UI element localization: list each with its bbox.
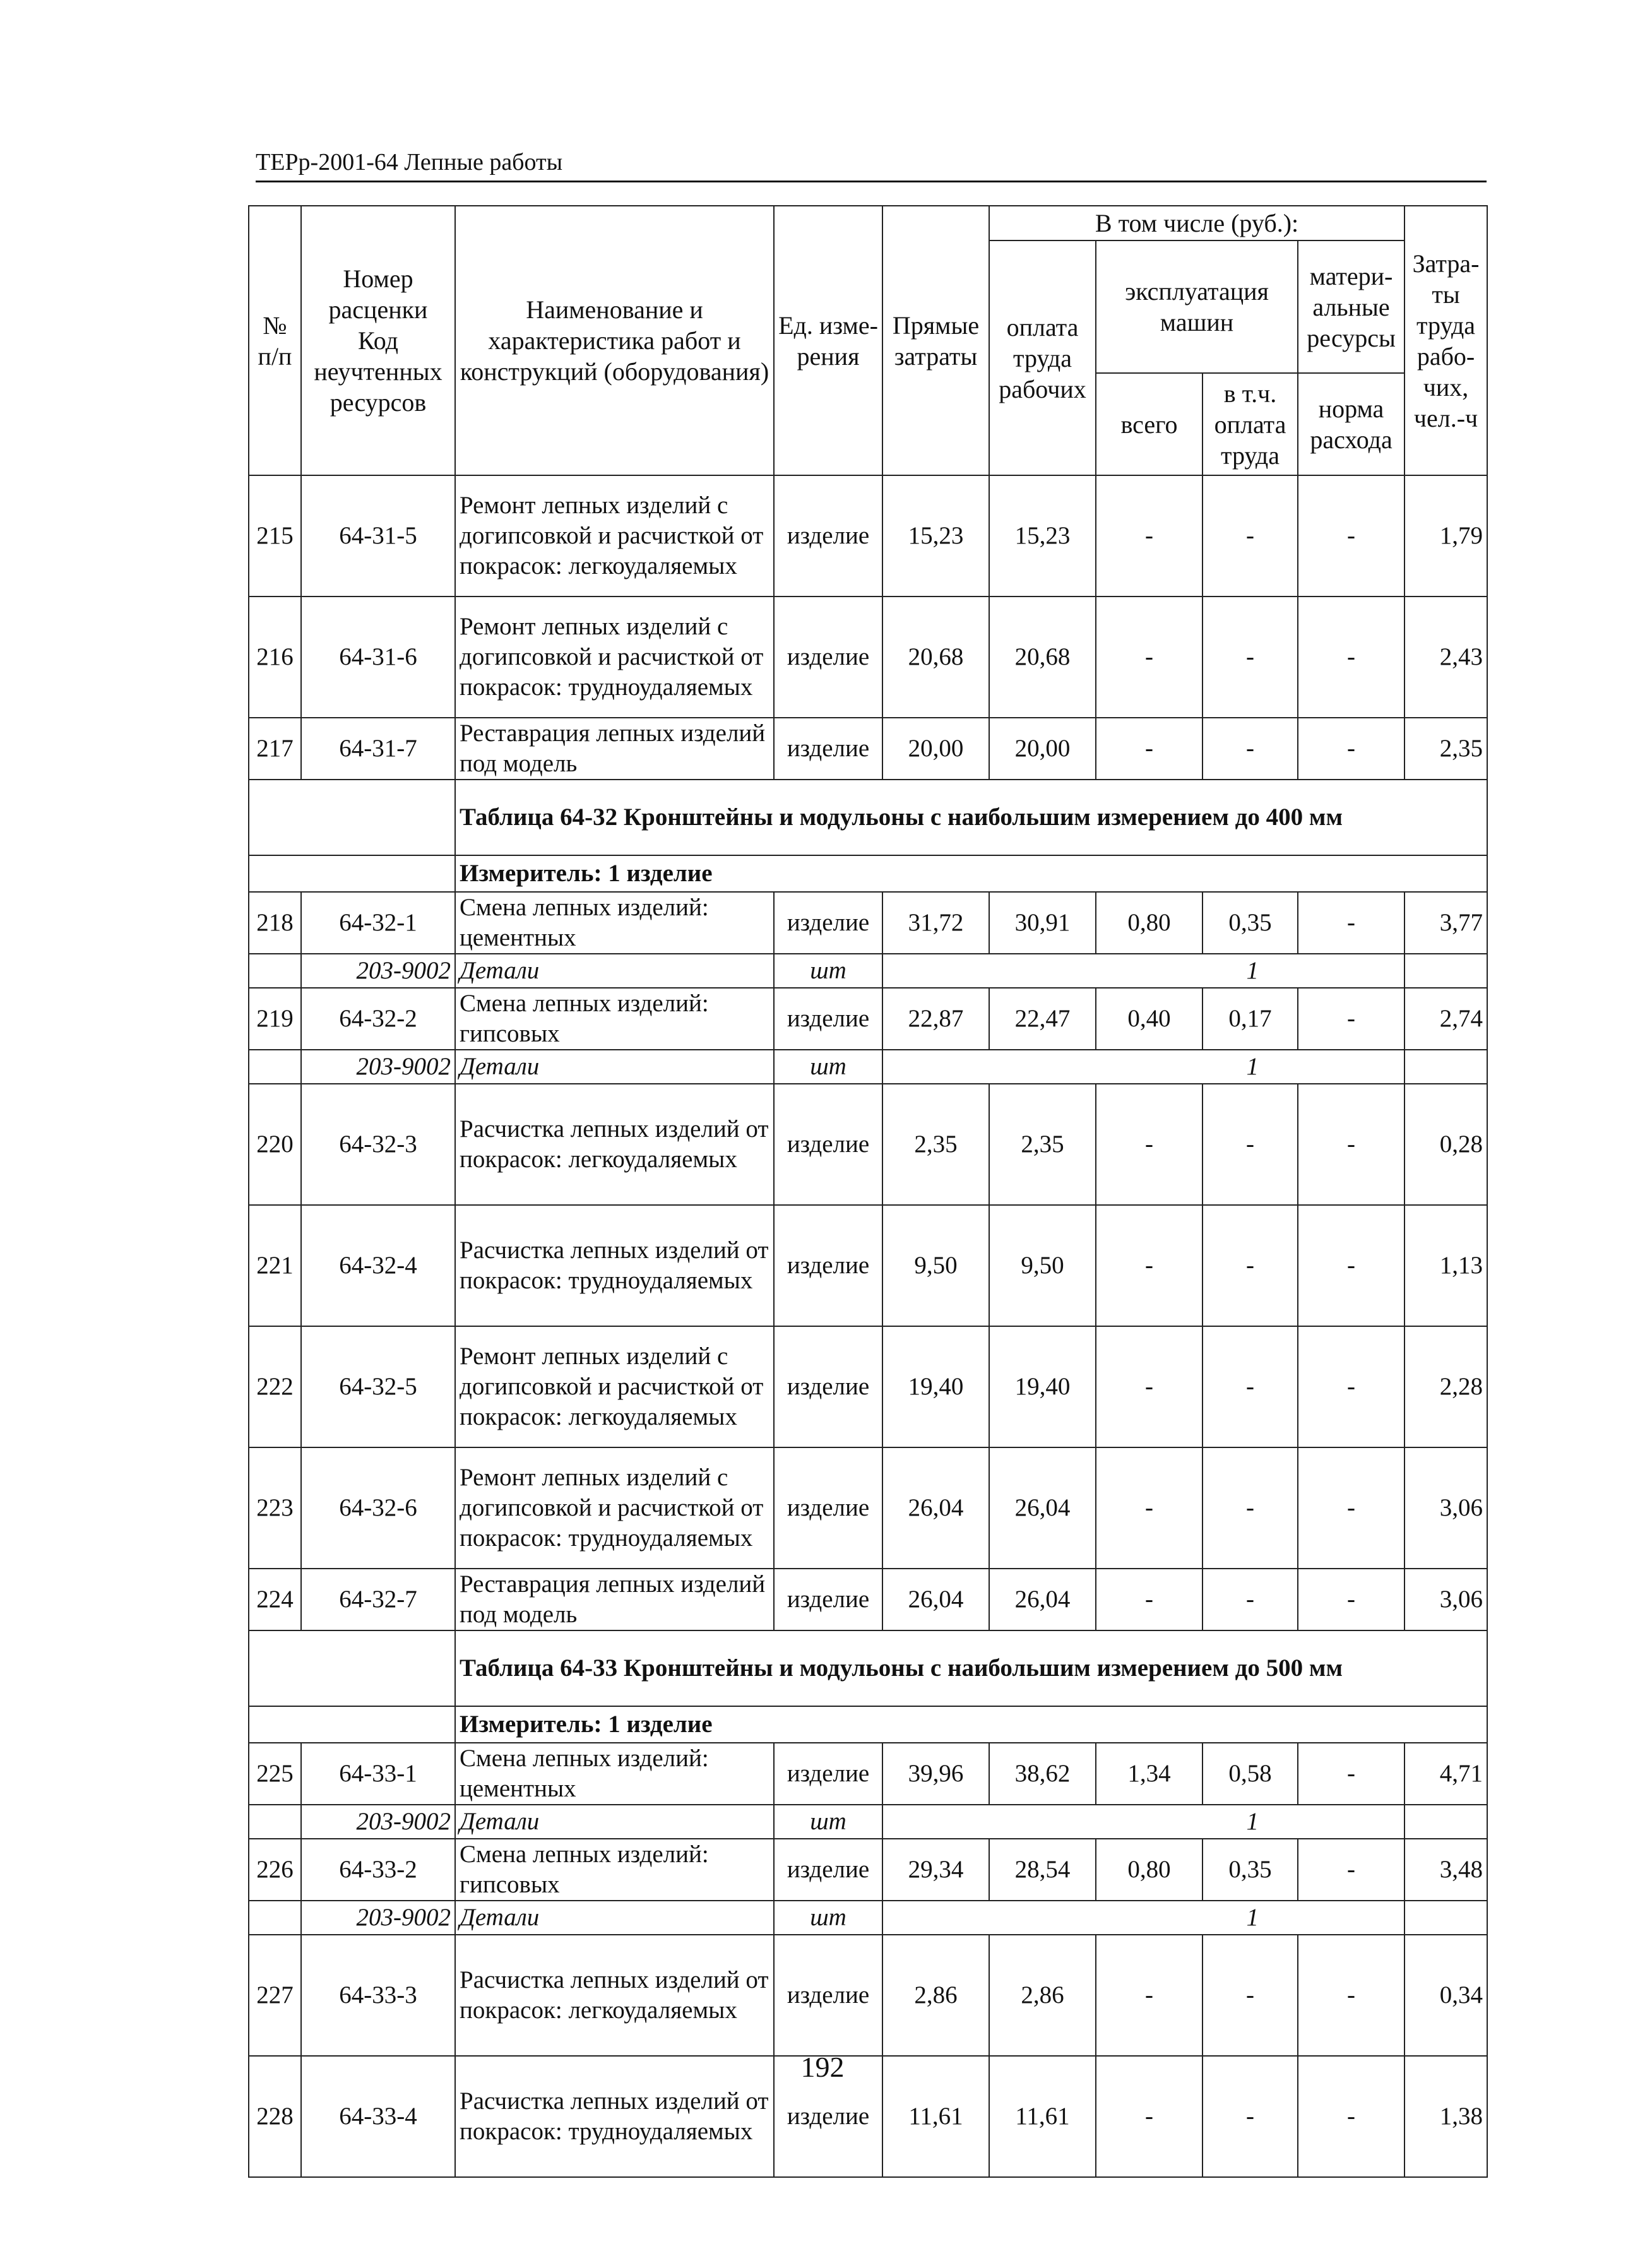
unit: изделие bbox=[774, 2056, 882, 2177]
rate-code: 64-32-2 bbox=[301, 988, 455, 1050]
machines-wages: 0,58 bbox=[1203, 1743, 1298, 1805]
measure-empty bbox=[249, 1706, 455, 1743]
direct-cost: 39,96 bbox=[882, 1743, 989, 1805]
materials: - bbox=[1298, 1839, 1404, 1901]
unit: изделие bbox=[774, 718, 882, 780]
labor-cost: 0,28 bbox=[1404, 1084, 1487, 1205]
resource-name: Детали bbox=[455, 1901, 774, 1935]
direct-cost: 22,87 bbox=[882, 988, 989, 1050]
table-row bbox=[249, 1447, 1487, 1569]
unit: изделие bbox=[774, 1084, 882, 1205]
wages: 20,68 bbox=[989, 597, 1096, 718]
col-direct-header: Прямые затраты bbox=[882, 206, 989, 475]
resource-code: 203-9002 bbox=[301, 954, 455, 988]
col-labor-header: Затра-ты труда рабо-чих, чел.-ч bbox=[1404, 206, 1487, 475]
resource-labor-empty bbox=[1404, 954, 1487, 988]
resource-labor-empty bbox=[1404, 1050, 1487, 1084]
title-empty bbox=[249, 1630, 455, 1706]
table-row bbox=[249, 892, 1487, 954]
resource-num-empty bbox=[249, 1805, 301, 1839]
machines-wages: - bbox=[1203, 1935, 1298, 2056]
labor-cost: 2,28 bbox=[1404, 1326, 1487, 1447]
work-name: Расчистка лепных изделий от покрасок: трудноудаляемых bbox=[455, 1205, 774, 1326]
materials: - bbox=[1298, 1935, 1404, 2056]
labor-cost: 2,35 bbox=[1404, 718, 1487, 780]
resource-num-empty bbox=[249, 954, 301, 988]
rate-code: 64-32-5 bbox=[301, 1326, 455, 1447]
row-number: 224 bbox=[249, 1569, 301, 1630]
row-number: 216 bbox=[249, 597, 301, 718]
labor-cost: 4,71 bbox=[1404, 1743, 1487, 1805]
unit: изделие bbox=[774, 1205, 882, 1326]
work-name: Расчистка лепных изделий от покрасок: трудноудаляемых bbox=[455, 2056, 774, 2177]
resource-row bbox=[249, 1901, 1487, 1935]
resource-row bbox=[249, 1805, 1487, 1839]
title-empty bbox=[249, 780, 455, 855]
resource-name: Детали bbox=[455, 1050, 774, 1084]
rates-table bbox=[248, 205, 1488, 2178]
row-number: 215 bbox=[249, 475, 301, 597]
direct-cost: 19,40 bbox=[882, 1326, 989, 1447]
resource-norm: 1 bbox=[882, 1901, 1404, 1935]
wages: 26,04 bbox=[989, 1569, 1096, 1630]
rate-code: 64-33-4 bbox=[301, 2056, 455, 2177]
resource-unit: шт bbox=[774, 1805, 882, 1839]
col-norm-header: норма расхода bbox=[1298, 373, 1404, 475]
labor-cost: 3,48 bbox=[1404, 1839, 1487, 1901]
table-row bbox=[249, 1935, 1487, 2056]
machines-wages: - bbox=[1203, 475, 1298, 597]
machines-total: - bbox=[1096, 1326, 1203, 1447]
col-num-header: № п/п bbox=[249, 206, 301, 475]
materials: - bbox=[1298, 1326, 1404, 1447]
work-name: Смена лепных изделий: цементных bbox=[455, 1743, 774, 1805]
materials: - bbox=[1298, 892, 1404, 954]
col-group-header: В том числе (руб.): bbox=[989, 206, 1404, 240]
machines-wages: - bbox=[1203, 2056, 1298, 2177]
col-machines-header: эксплуатация машин bbox=[1096, 240, 1298, 373]
machines-wages: - bbox=[1203, 597, 1298, 718]
direct-cost: 20,68 bbox=[882, 597, 989, 718]
labor-cost: 3,06 bbox=[1404, 1447, 1487, 1569]
machines-total: - bbox=[1096, 1205, 1203, 1326]
materials: - bbox=[1298, 1569, 1404, 1630]
rate-code: 64-31-7 bbox=[301, 718, 455, 780]
work-name: Смена лепных изделий: гипсовых bbox=[455, 988, 774, 1050]
work-name: Реставрация лепных изделий под модель bbox=[455, 718, 774, 780]
table-row bbox=[249, 1326, 1487, 1447]
labor-cost: 2,74 bbox=[1404, 988, 1487, 1050]
machines-total: - bbox=[1096, 1084, 1203, 1205]
wages: 19,40 bbox=[989, 1326, 1096, 1447]
machines-wages: - bbox=[1203, 1084, 1298, 1205]
wages: 28,54 bbox=[989, 1839, 1096, 1901]
machines-total: 0,80 bbox=[1096, 1839, 1203, 1901]
col-code-header: Номер расценки Код неучтенных ресурсов bbox=[301, 206, 455, 475]
row-number: 225 bbox=[249, 1743, 301, 1805]
rate-code: 64-33-3 bbox=[301, 1935, 455, 2056]
col-mach-total-header: всего bbox=[1096, 373, 1203, 475]
rate-code: 64-31-5 bbox=[301, 475, 455, 597]
work-name: Ремонт лепных изделий с догипсовкой и расчисткой от покрасок: трудноудаляемых bbox=[455, 1447, 774, 1569]
row-number: 220 bbox=[249, 1084, 301, 1205]
row-number: 218 bbox=[249, 892, 301, 954]
machines-wages: - bbox=[1203, 1447, 1298, 1569]
direct-cost: 9,50 bbox=[882, 1205, 989, 1326]
wages: 15,23 bbox=[989, 475, 1096, 597]
work-name: Ремонт лепных изделий с догипсовкой и расчисткой от покрасок: легкоудаляемых bbox=[455, 475, 774, 597]
row-number: 217 bbox=[249, 718, 301, 780]
rate-code: 64-31-6 bbox=[301, 597, 455, 718]
row-number: 219 bbox=[249, 988, 301, 1050]
table-row bbox=[249, 1205, 1487, 1326]
table-title: Таблица 64-32 Кронштейны и модульоны с наибольшим измерением до 400 мм bbox=[455, 780, 1487, 855]
resource-num-empty bbox=[249, 1050, 301, 1084]
table-row bbox=[249, 718, 1487, 780]
table-title-row bbox=[249, 1630, 1487, 1706]
labor-cost: 0,34 bbox=[1404, 1935, 1487, 2056]
unit: изделие bbox=[774, 1839, 882, 1901]
rate-code: 64-32-6 bbox=[301, 1447, 455, 1569]
page-header: ТЕРр-2001-64 Лепные работы bbox=[256, 144, 1487, 182]
machines-wages: - bbox=[1203, 1205, 1298, 1326]
page-number: 192 bbox=[800, 2051, 845, 2083]
row-number: 221 bbox=[249, 1205, 301, 1326]
direct-cost: 26,04 bbox=[882, 1569, 989, 1630]
machines-total: - bbox=[1096, 475, 1203, 597]
work-name: Реставрация лепных изделий под модель bbox=[455, 1569, 774, 1630]
resource-name: Детали bbox=[455, 954, 774, 988]
direct-cost: 20,00 bbox=[882, 718, 989, 780]
resource-unit: шт bbox=[774, 1901, 882, 1935]
resource-norm: 1 bbox=[882, 954, 1404, 988]
machines-total: - bbox=[1096, 1935, 1203, 2056]
table-row bbox=[249, 1084, 1487, 1205]
machines-wages: 0,35 bbox=[1203, 892, 1298, 954]
labor-cost: 1,79 bbox=[1404, 475, 1487, 597]
machines-wages: - bbox=[1203, 1326, 1298, 1447]
labor-cost: 1,13 bbox=[1404, 1205, 1487, 1326]
rate-code: 64-32-3 bbox=[301, 1084, 455, 1205]
machines-total: - bbox=[1096, 597, 1203, 718]
labor-cost: 3,06 bbox=[1404, 1569, 1487, 1630]
materials: - bbox=[1298, 1447, 1404, 1569]
resource-labor-empty bbox=[1404, 1901, 1487, 1935]
direct-cost: 2,86 bbox=[882, 1935, 989, 2056]
row-number: 226 bbox=[249, 1839, 301, 1901]
unit: изделие bbox=[774, 475, 882, 597]
materials: - bbox=[1298, 1084, 1404, 1205]
resource-row bbox=[249, 954, 1487, 988]
rate-code: 64-32-7 bbox=[301, 1569, 455, 1630]
resource-unit: шт bbox=[774, 1050, 882, 1084]
machines-wages: - bbox=[1203, 718, 1298, 780]
measure-label: Измеритель: 1 изделие bbox=[455, 855, 1487, 892]
labor-cost: 3,77 bbox=[1404, 892, 1487, 954]
wages: 30,91 bbox=[989, 892, 1096, 954]
wages: 11,61 bbox=[989, 2056, 1096, 2177]
resource-code: 203-9002 bbox=[301, 1901, 455, 1935]
direct-cost: 29,34 bbox=[882, 1839, 989, 1901]
table-row bbox=[249, 1743, 1487, 1805]
measure-label: Измеритель: 1 изделие bbox=[455, 1706, 1487, 1743]
rate-code: 64-32-4 bbox=[301, 1205, 455, 1326]
col-unit-header: Ед. изме-рения bbox=[774, 206, 882, 475]
table-row bbox=[249, 597, 1487, 718]
row-number: 228 bbox=[249, 2056, 301, 2177]
machines-total: - bbox=[1096, 2056, 1203, 2177]
labor-cost: 1,38 bbox=[1404, 2056, 1487, 2177]
row-number: 227 bbox=[249, 1935, 301, 2056]
col-mach-wages-header: в т.ч. оплата труда bbox=[1203, 373, 1298, 475]
resource-code: 203-9002 bbox=[301, 1805, 455, 1839]
resource-unit: шт bbox=[774, 954, 882, 988]
table-row bbox=[249, 988, 1487, 1050]
materials: - bbox=[1298, 1205, 1404, 1326]
direct-cost: 26,04 bbox=[882, 1447, 989, 1569]
measure-row bbox=[249, 855, 1487, 892]
materials: - bbox=[1298, 1743, 1404, 1805]
machines-total: 1,34 bbox=[1096, 1743, 1203, 1805]
work-name: Смена лепных изделий: гипсовых bbox=[455, 1839, 774, 1901]
machines-wages: 0,17 bbox=[1203, 988, 1298, 1050]
unit: изделие bbox=[774, 1743, 882, 1805]
wages: 38,62 bbox=[989, 1743, 1096, 1805]
rate-code: 64-33-2 bbox=[301, 1839, 455, 1901]
resource-labor-empty bbox=[1404, 1805, 1487, 1839]
table-title-row bbox=[249, 780, 1487, 855]
measure-row bbox=[249, 1706, 1487, 1743]
unit: изделие bbox=[774, 1935, 882, 2056]
machines-total: - bbox=[1096, 1569, 1203, 1630]
work-name: Расчистка лепных изделий от покрасок: легкоудаляемых bbox=[455, 1935, 774, 2056]
resource-norm: 1 bbox=[882, 1050, 1404, 1084]
wages: 26,04 bbox=[989, 1447, 1096, 1569]
resource-norm: 1 bbox=[882, 1805, 1404, 1839]
unit: изделие bbox=[774, 597, 882, 718]
row-number: 223 bbox=[249, 1447, 301, 1569]
unit: изделие bbox=[774, 1447, 882, 1569]
machines-wages: 0,35 bbox=[1203, 1839, 1298, 1901]
materials: - bbox=[1298, 718, 1404, 780]
machines-total: - bbox=[1096, 1447, 1203, 1569]
table-title: Таблица 64-33 Кронштейны и модульоны с наибольшим измерением до 500 мм bbox=[455, 1630, 1487, 1706]
rate-code: 64-32-1 bbox=[301, 892, 455, 954]
measure-empty bbox=[249, 855, 455, 892]
wages: 20,00 bbox=[989, 718, 1096, 780]
table-row bbox=[249, 475, 1487, 597]
materials: - bbox=[1298, 597, 1404, 718]
work-name: Ремонт лепных изделий с догипсовкой и расчисткой от покрасок: трудноудаляемых bbox=[455, 597, 774, 718]
direct-cost: 11,61 bbox=[882, 2056, 989, 2177]
machines-total: 0,80 bbox=[1096, 892, 1203, 954]
direct-cost: 2,35 bbox=[882, 1084, 989, 1205]
unit: изделие bbox=[774, 892, 882, 954]
unit: изделие bbox=[774, 1569, 882, 1630]
direct-cost: 31,72 bbox=[882, 892, 989, 954]
resource-num-empty bbox=[249, 1901, 301, 1935]
wages: 9,50 bbox=[989, 1205, 1096, 1326]
table-row bbox=[249, 1839, 1487, 1901]
direct-cost: 15,23 bbox=[882, 475, 989, 597]
work-name: Смена лепных изделий: цементных bbox=[455, 892, 774, 954]
machines-total: - bbox=[1096, 718, 1203, 780]
wages: 2,35 bbox=[989, 1084, 1096, 1205]
machines-total: 0,40 bbox=[1096, 988, 1203, 1050]
rate-code: 64-33-1 bbox=[301, 1743, 455, 1805]
table-row bbox=[249, 1569, 1487, 1630]
materials: - bbox=[1298, 988, 1404, 1050]
resource-code: 203-9002 bbox=[301, 1050, 455, 1084]
labor-cost: 2,43 bbox=[1404, 597, 1487, 718]
wages: 22,47 bbox=[989, 988, 1096, 1050]
wages: 2,86 bbox=[989, 1935, 1096, 2056]
col-materials-header: матери-альные ресурсы bbox=[1298, 240, 1404, 373]
row-number: 222 bbox=[249, 1326, 301, 1447]
header-row-1 bbox=[249, 206, 1487, 240]
materials: - bbox=[1298, 475, 1404, 597]
resource-name: Детали bbox=[455, 1805, 774, 1839]
work-name: Расчистка лепных изделий от покрасок: легкоудаляемых bbox=[455, 1084, 774, 1205]
col-wages-header: оплата труда рабочих bbox=[989, 240, 1096, 475]
machines-wages: - bbox=[1203, 1569, 1298, 1630]
unit: изделие bbox=[774, 988, 882, 1050]
resource-row bbox=[249, 1050, 1487, 1084]
work-name: Ремонт лепных изделий с догипсовкой и расчисткой от покрасок: легкоудаляемых bbox=[455, 1326, 774, 1447]
unit: изделие bbox=[774, 1326, 882, 1447]
materials: - bbox=[1298, 2056, 1404, 2177]
col-name-header: Наименование и характеристика работ и конструкций (оборудования) bbox=[455, 206, 774, 475]
